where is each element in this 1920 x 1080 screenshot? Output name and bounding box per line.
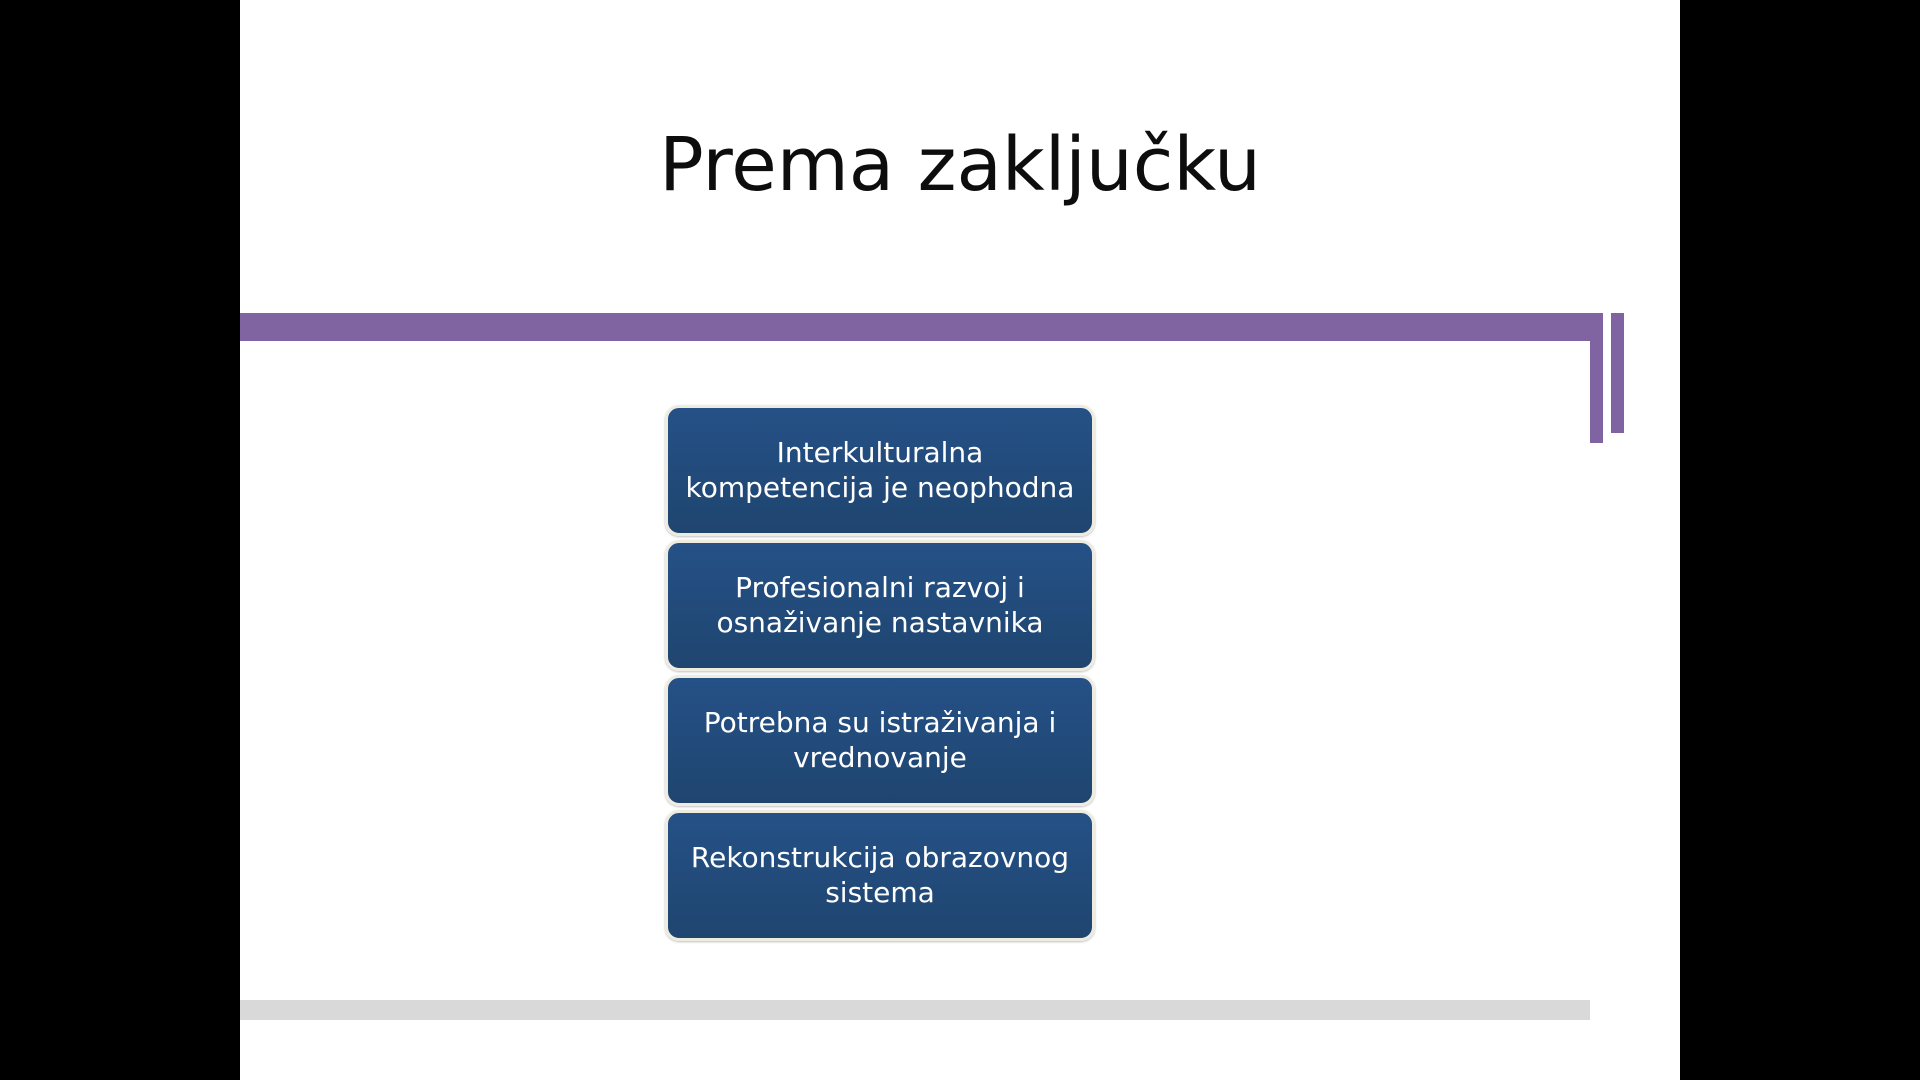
accent-rule-stub-right xyxy=(1611,313,1624,433)
accent-rule xyxy=(240,313,1590,341)
list-item-label: Potrebna su istraživanja i vrednovanje xyxy=(703,706,1057,774)
list-item[interactable] xyxy=(665,810,1095,941)
list-item[interactable] xyxy=(665,540,1095,671)
list-item-label: Rekonstrukcija obrazovnog sistema xyxy=(690,841,1070,909)
footer-bar xyxy=(240,1000,1590,1020)
accent-rule-stub-left xyxy=(1590,313,1603,443)
stacked-list xyxy=(665,405,1095,941)
slide-canvas xyxy=(240,0,1680,1080)
list-item-label: Interkulturalna kompetencija je neophodna xyxy=(685,436,1075,504)
list-item[interactable] xyxy=(665,675,1095,806)
list-item[interactable] xyxy=(665,405,1095,536)
page-title: Prema zaključku xyxy=(659,122,1261,208)
list-item-label: Profesionalni razvoj i osnaživanje nastavnika xyxy=(716,571,1044,639)
